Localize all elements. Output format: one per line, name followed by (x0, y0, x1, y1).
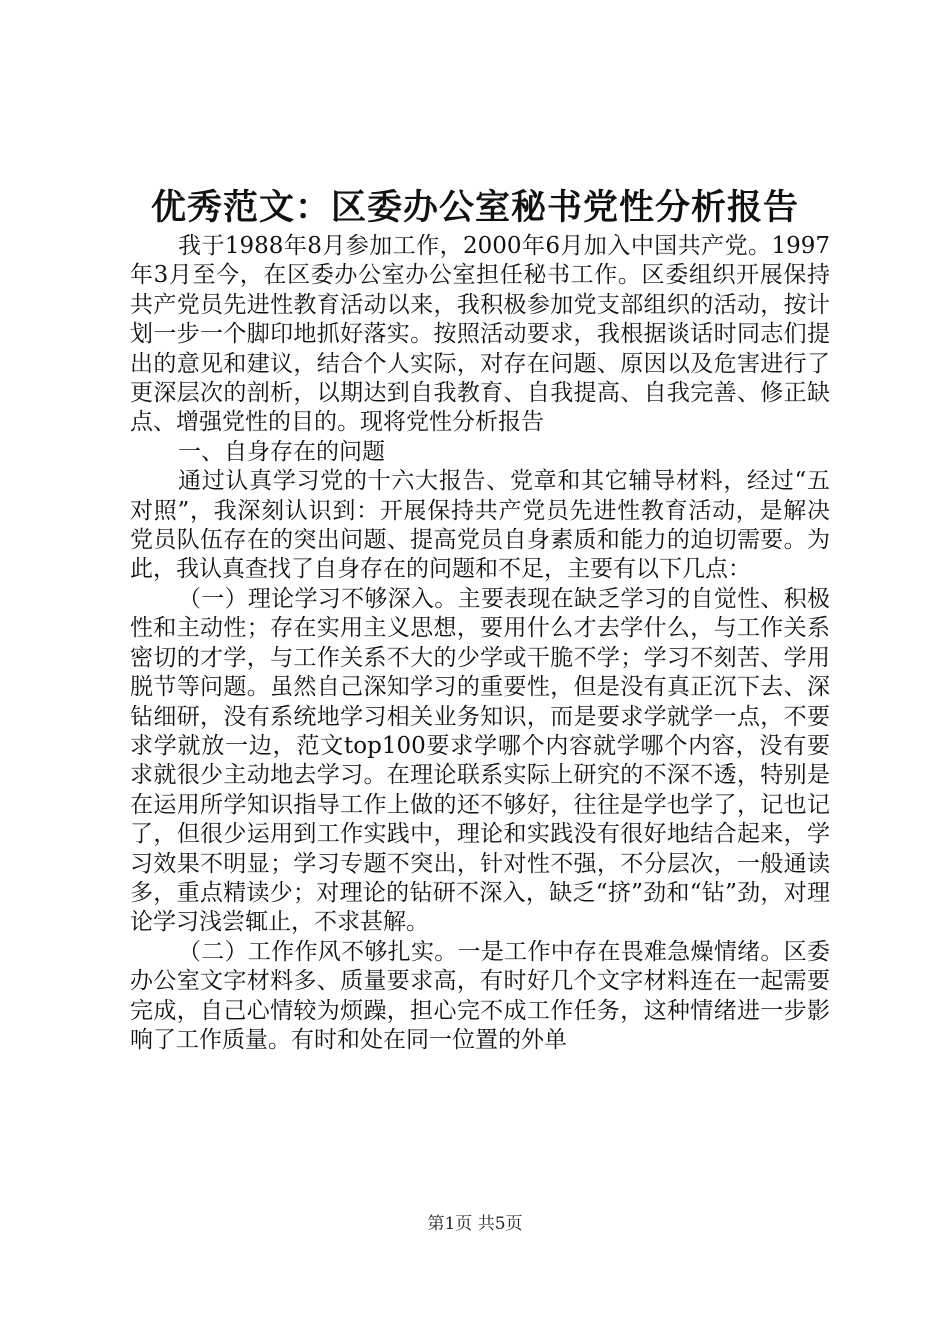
document-title: 优秀范文：区委办公室秘书党性分析报告 (150, 187, 799, 228)
paragraph-work-style: （二）工作作风不够扎实。一是工作中存在畏难急燥情绪。区委办公室文字材料多、质量要求高，有时好几个文字材料连在一起需要完成，自己心情较为烦躁，担心完不成工作任务，这种情绪进一步影响了工作质量。有时和处在同一位置的外单 (130, 938, 830, 1053)
paragraph-intro: 我于1988年8月参加工作，2000年6月加入中国共产党。1997年3月至今，在区委办公室办公室担任秘书工作。区委组织开展保持共产党员先进性教育活动以来，我积极参加党支部组织的活动，按计划一步一个脚印地抓好落实。按照活动要求，我根据谈话时同志们提出的意见和建议，结合个人实际，对存在问题、原因以及危害进行了更深层次的剖析，以期达到自我教育、自我提高、自我完善、修正缺点、增强党性的目的。现将党性分析报告 (130, 233, 830, 436)
paragraph-theory-study: （一）理论学习不够深入。主要表现在缺乏学习的自觉性、积极性和主动性；存在实用主义思想，要用什么才去学什么，与工作关系密切的才学，与工作关系不大的少学或干脆不学；学习不刻苦、学用脱节等问题。虽然自己深知学习的重要性，但是没有真正沉下去、深钻细研，没有系统地学习相关业务知识，而是要求学就学一点，不要求学就放一边，范文top100要求学哪个内容就学哪个内容，没有要求就很少主动地去学习。在理论联系实际上研究的不深不透，特别是在运用所学知识指导工作上做的还不够好，往往是学也学了，记也记了，但很少运用到工作实践中，理论和实践没有很好地结合起来，学习效果不明显；学习专题不突出，针对性不强，不分层次，一般通读多，重点精读少；对理论的钻研不深入，缺乏“挤”劲和“钻”劲，对理论学习浅尝辄止，不求甚解。 (130, 585, 830, 936)
page-number-footer: 第1页 共5页 (427, 1214, 523, 1234)
document-body (130, 232, 830, 1055)
section-heading-problems: 一、自身存在的问题 (178, 438, 385, 465)
paragraph-study-overview: 通过认真学习党的十六大报告、党章和其它辅导材料，经过“五对照”，我深刻认识到：开展保持共产党员先进性教育活动，是解决党员队伍存在的突出问题、提高党员自身素质和能力的迫切需要。为此，我认真查找了自身存在的问题和不足，主要有以下几点： (130, 468, 830, 583)
